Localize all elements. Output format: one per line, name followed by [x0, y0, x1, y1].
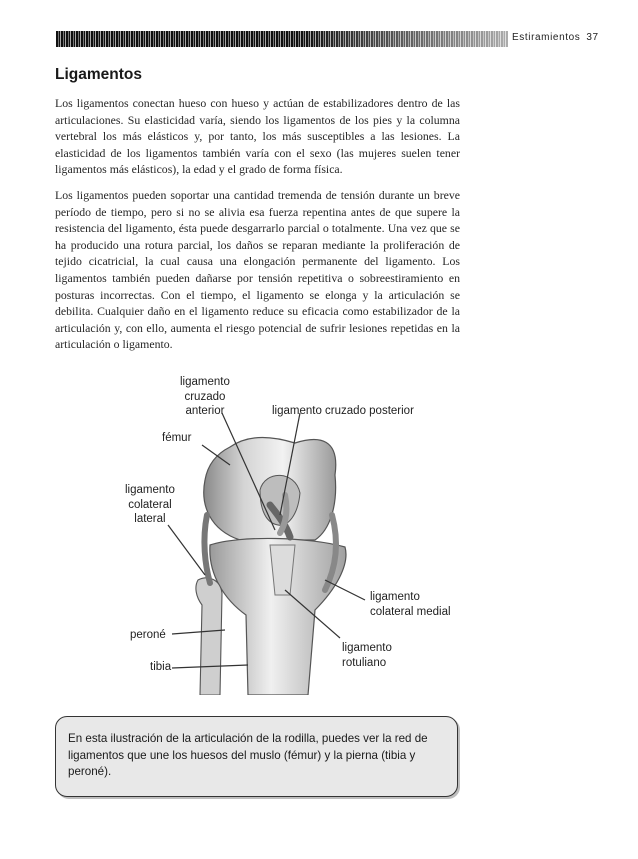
lateral-collateral-shape — [204, 515, 210, 583]
header-decorative-bar — [56, 31, 508, 47]
label-fibula: peroné — [130, 629, 166, 641]
paragraph-2: Los ligamentos pueden soportar una cantidad tremenda de tensión durante un breve período de tiempo, pero si no se alivia esa fuerza repentina antes de que supere la resistencia del ligamento, ésta puede desgarrarlo parcial o totalmente. Una vez que se ha producido una rotura parcial, los daños se reparan mediante la proliferación de tejido cicatricial, la cual causa una elongación permanente del ligamento. Los ligamentos también pueden dañarse por tensión repetitiva o sobreestiramiento en posturas incorrectas. Con el tiempo, el ligamento se elonga y la articulación se debilita. Cualquier daño en el ligamento reduce su eficacia como estabilizador de la articulación y, con ello, aumenta el riesgo potencial de sufrir lesiones repetidas en la articulación o ligamento. — [55, 188, 460, 352]
running-head — [512, 32, 602, 46]
running-head-section: Estiramientos — [512, 32, 581, 43]
paragraph-1: Los ligamentos conectan hueso con hueso y actúan de estabilizadores dentro de las articulaciones. Su elasticidad varía, siendo los ligamentos de los pies y la columna vertebral los más elásticos y, por tanto, los más susceptibles a las lesiones. La elasticidad de los ligamentos también varía con el sexo (las mujeres suelen tener ligamentos más elásticos), la edad y el grado de forma física. — [55, 96, 460, 177]
label-acl: ligamento cruzado anterior — [180, 376, 230, 417]
label-medial-collateral: ligamento colateral medial — [370, 591, 451, 618]
section-title: Ligamentos — [55, 66, 142, 83]
label-femur: fémur — [162, 432, 192, 444]
caption-text: En esta ilustración de la articulación de la rodilla, puedes ver la red de ligamentos que une los huesos del muslo (fémur) y la pierna (tibia y peroné). — [68, 732, 428, 778]
knee-figure — [110, 365, 490, 695]
label-lateral-collateral: ligamento colateral lateral — [125, 484, 175, 525]
label-pcl: ligamento cruzado posterior — [272, 405, 414, 417]
label-tibia: tibia — [150, 661, 172, 673]
leader-lateral-collateral — [168, 525, 205, 575]
label-patellar: ligamento rotuliano — [342, 642, 392, 669]
page-number: 37 — [586, 32, 599, 43]
fibula-shape — [196, 578, 222, 695]
caption-box — [55, 716, 458, 797]
patellar-ligament-shape — [270, 545, 295, 595]
